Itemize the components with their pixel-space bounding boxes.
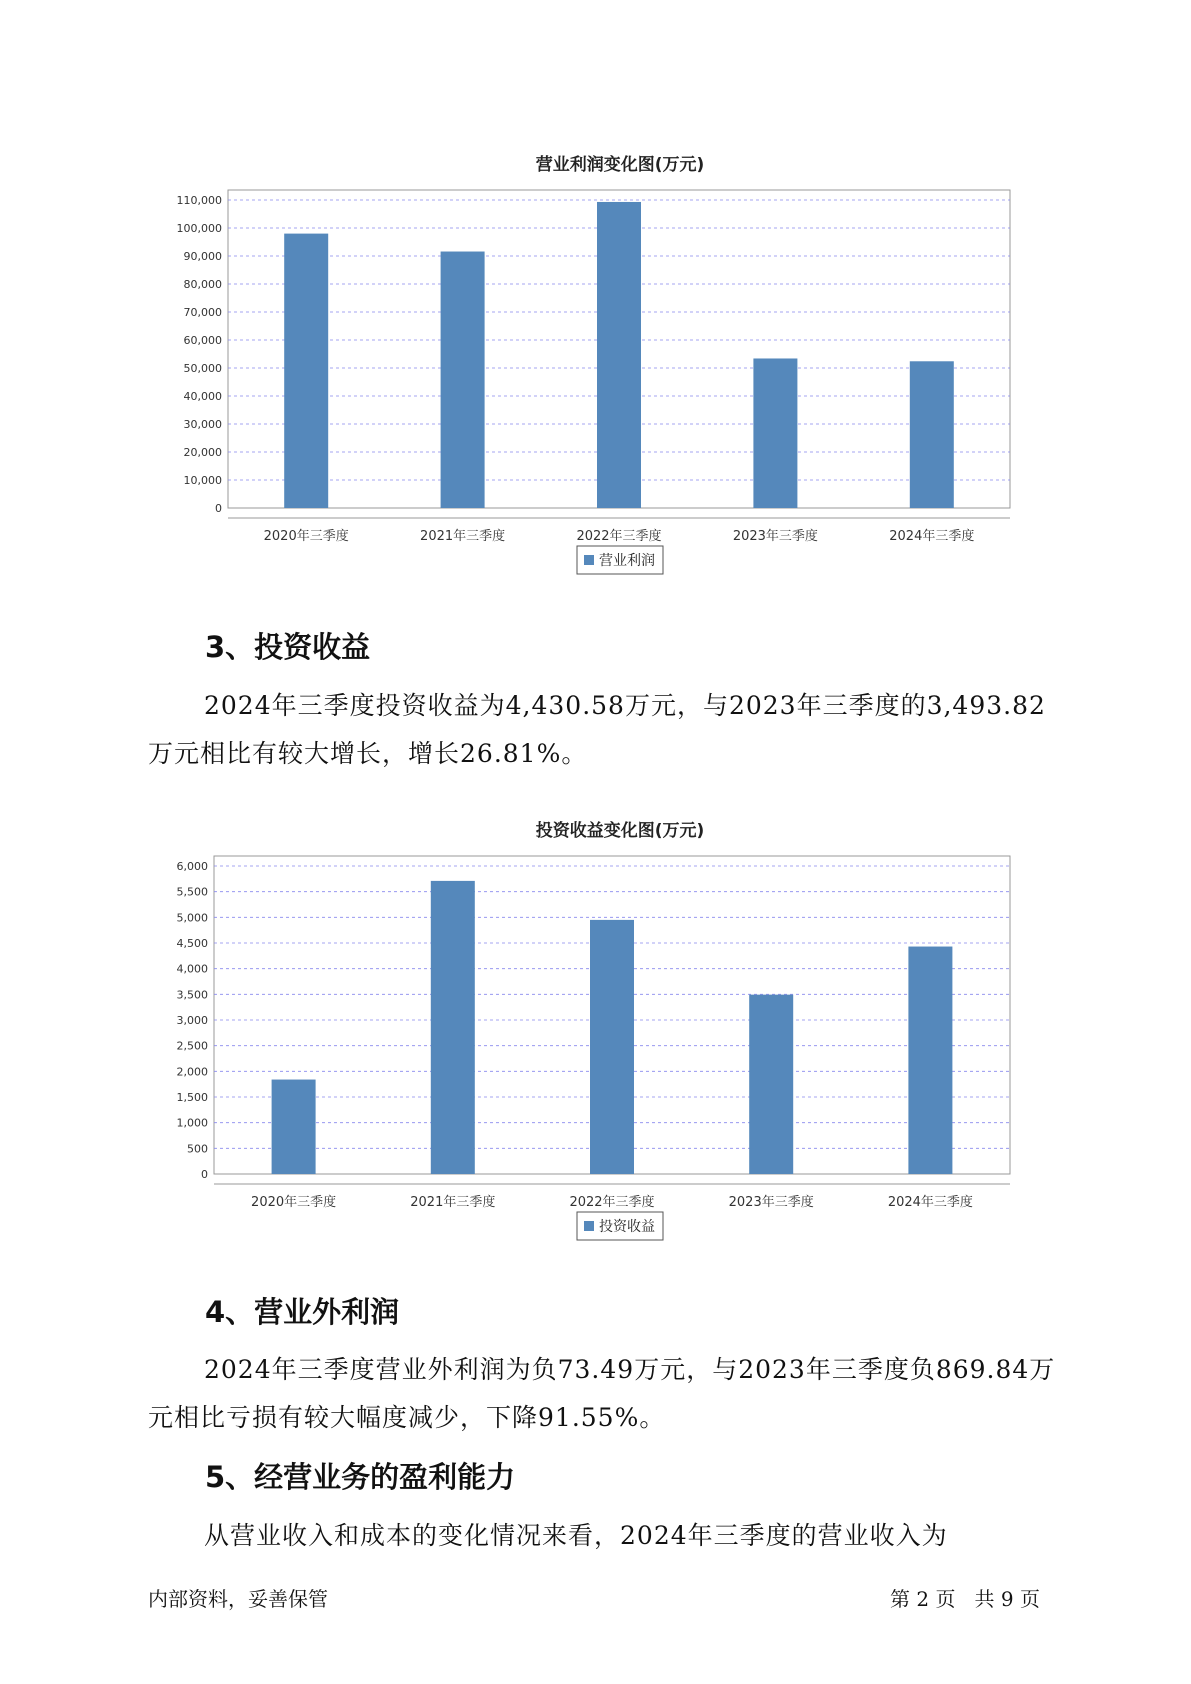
section-3-title: 3、投资收益 <box>205 630 371 664</box>
y-tick-label: 70,000 <box>183 306 222 319</box>
chart-title: 营业利润变化图(万元) <box>535 155 705 175</box>
x-tick-label: 2021年三季度 <box>420 529 506 544</box>
bar-3 <box>590 920 634 1174</box>
x-tick-label: 2020年三季度 <box>251 1195 337 1210</box>
x-tick-label: 2021年三季度 <box>410 1195 496 1210</box>
section-5-title: 5、经营业务的盈利能力 <box>205 1460 516 1494</box>
y-tick-label: 80,000 <box>183 278 222 291</box>
y-tick-label: 40,000 <box>183 390 222 403</box>
y-tick-label: 5,500 <box>176 885 208 899</box>
y-tick-label: 100,000 <box>176 222 222 235</box>
bar-5 <box>910 361 954 508</box>
y-tick-label: 2,000 <box>176 1065 208 1079</box>
y-tick-label: 500 <box>187 1142 208 1156</box>
bar-2 <box>441 252 485 508</box>
x-tick-label: 2023年三季度 <box>728 1195 814 1210</box>
section-4-title: 4、营业外利润 <box>205 1295 400 1329</box>
y-tick-label: 90,000 <box>183 250 222 263</box>
legend-swatch <box>584 555 594 565</box>
y-tick-label: 10,000 <box>183 474 222 487</box>
investment-income-chart <box>150 806 1050 1261</box>
y-tick-label: 20,000 <box>183 446 222 459</box>
y-tick-label: 50,000 <box>183 362 222 375</box>
legend-label: 营业利润 <box>599 553 655 569</box>
y-tick-label: 3,000 <box>176 1014 208 1027</box>
y-tick-label: 4,500 <box>176 937 208 950</box>
operating-profit-chart <box>150 140 1050 595</box>
chart-title: 投资收益变化图(万元) <box>535 821 705 841</box>
section-5-text: 从营业收入和成本的变化情况来看，2024年三季度的营业收入为 <box>204 1521 948 1550</box>
legend-swatch <box>584 1221 594 1231</box>
bar-1 <box>272 1080 316 1174</box>
bar-5 <box>908 947 952 1174</box>
y-tick-label: 0 <box>215 502 222 515</box>
y-tick-label: 5,000 <box>176 911 208 925</box>
bar-4 <box>749 995 793 1174</box>
y-tick-label: 30,000 <box>183 418 222 431</box>
bar-3 <box>597 202 641 508</box>
y-tick-label: 110,000 <box>176 194 222 207</box>
y-tick-label: 2,500 <box>176 1039 208 1053</box>
x-tick-label: 2022年三季度 <box>569 1195 655 1210</box>
bar-1 <box>284 234 328 508</box>
y-tick-label: 1,500 <box>176 1091 208 1104</box>
x-tick-label: 2020年三季度 <box>263 529 349 544</box>
footer-confidential: 内部资料，妥善保管 <box>148 1587 328 1611</box>
footer-page-number: 第 2 页 共 9 页 <box>890 1587 1040 1611</box>
x-tick-label: 2024年三季度 <box>889 529 975 544</box>
bar-4 <box>753 358 797 508</box>
y-tick-label: 1,000 <box>176 1116 208 1130</box>
y-tick-label: 6,000 <box>176 860 208 873</box>
x-tick-label: 2022年三季度 <box>576 529 662 544</box>
y-tick-label: 60,000 <box>183 334 222 347</box>
y-tick-label: 0 <box>201 1168 208 1181</box>
x-tick-label: 2024年三季度 <box>887 1195 973 1210</box>
bar-2 <box>431 881 475 1174</box>
y-tick-label: 3,500 <box>176 988 208 1002</box>
investment-income-chart-svg <box>150 806 1050 1261</box>
section-3-text: 2024年三季度投资收益为4,430.58万元，与2023年三季度的3,493.82万元相比有较大增长，增长26.81%。 <box>148 691 1046 768</box>
legend-label: 投资收益 <box>599 1219 655 1235</box>
operating-profit-chart-svg <box>150 140 1050 595</box>
section-4-text: 2024年三季度营业外利润为负73.49万元，与2023年三季度负869.84万元相比亏损有较大幅度减少，下降91.55%。 <box>148 1355 1056 1432</box>
y-tick-label: 4,000 <box>176 962 208 976</box>
x-tick-label: 2023年三季度 <box>732 529 818 544</box>
